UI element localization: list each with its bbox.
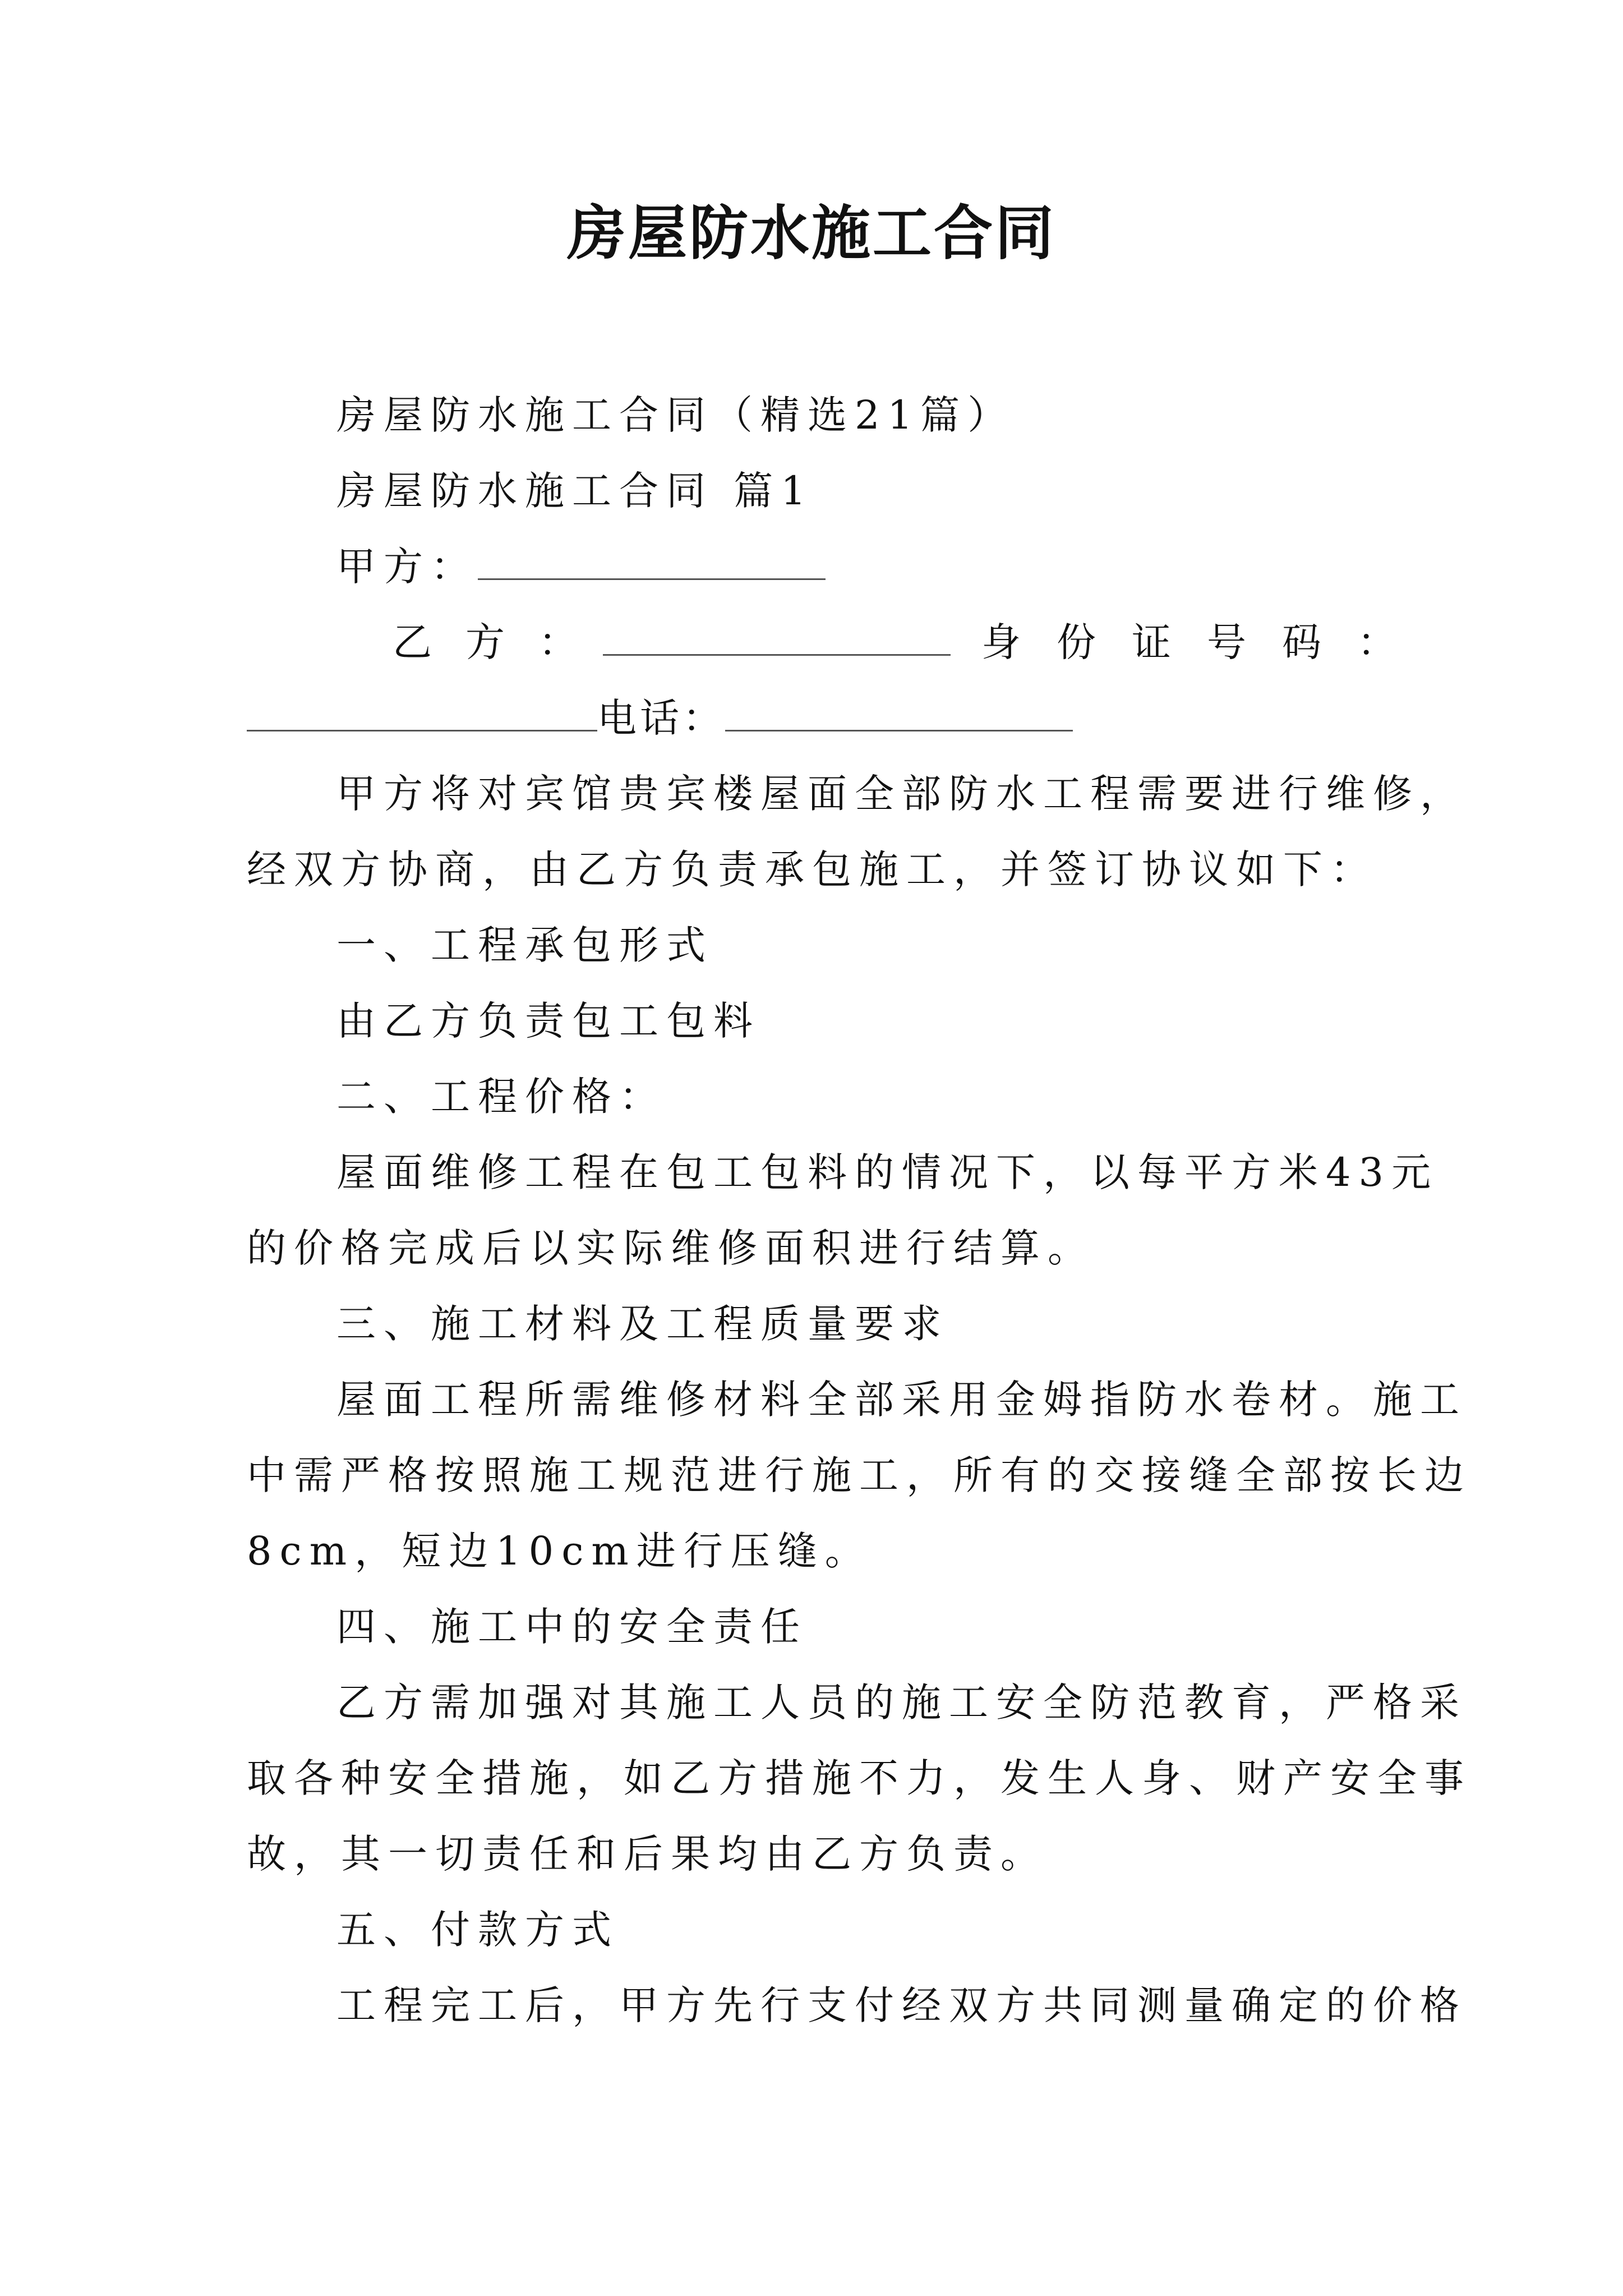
paragraph-3-line-3: 8cm，短边10cm进行压缝。 [247,1528,872,1574]
paragraph-4-line-3: 故，其一切责任和后果均由乙方负责。 [247,1831,1048,1877]
id-label: 身份证号码： [981,619,1432,665]
paragraph-1: 由乙方负责包工包料 [336,998,760,1044]
document-subtitle: 房屋防水施工合同（精选21篇） [336,392,1015,438]
heading-4: 四、施工中的安全责任 [336,1604,808,1650]
paragraph-5-line-1: 工程完工后，甲方先行支付经双方共同测量确定的价格 [336,1982,1467,2028]
paragraph-3-line-1: 屋面工程所需维修材料全部采用金姆指防水卷材。施工 [336,1377,1467,1423]
party-a-label: 甲方： [336,544,478,590]
party-b-label-line [393,614,611,670]
intro-line-1: 甲方将对宾馆贵宾楼屋面全部防水工程需要进行维修， [336,771,1467,817]
party-b-blank [603,615,951,656]
party-b-label: 乙方： [393,619,611,665]
paragraph-4-line-2: 取各种安全措施，如乙方措施不力，发生人身、财产安全事 [247,1755,1472,1801]
party-a-blank [478,539,826,580]
id-number-blank [247,691,597,731]
id-phone-line [247,690,1073,746]
heading-5: 五、付款方式 [336,1907,619,1953]
heading-3: 三、施工材料及工程质量要求 [336,1301,949,1347]
paragraph-3-line-2: 中需严格按照施工规范进行施工，所有的交接缝全部按长边 [247,1452,1472,1498]
paragraph-2-line-2: 的价格完成后以实际维修面积进行结算。 [247,1225,1095,1271]
phone-label: 电话： [597,695,725,741]
heading-2: 二、工程价格： [336,1074,666,1120]
party-a-line [336,539,826,595]
party-b-blank-wrap [603,614,951,670]
paragraph-2-line-1: 屋面维修工程在包工包料的情况下，以每平方米43元 [336,1149,1439,1195]
id-label-line [981,614,1432,670]
section-title: 房屋防水施工合同 篇1 [336,468,814,514]
intro-line-2: 经双方协商，由乙方负责承包施工，并签订协议如下： [247,846,1377,892]
paragraph-4-line-1: 乙方需加强对其施工人员的施工安全防范教育，严格采 [336,1680,1467,1726]
heading-1: 一、工程承包形式 [336,922,713,968]
phone-blank [725,691,1073,731]
document-title: 房屋防水施工合同 [566,198,1056,268]
